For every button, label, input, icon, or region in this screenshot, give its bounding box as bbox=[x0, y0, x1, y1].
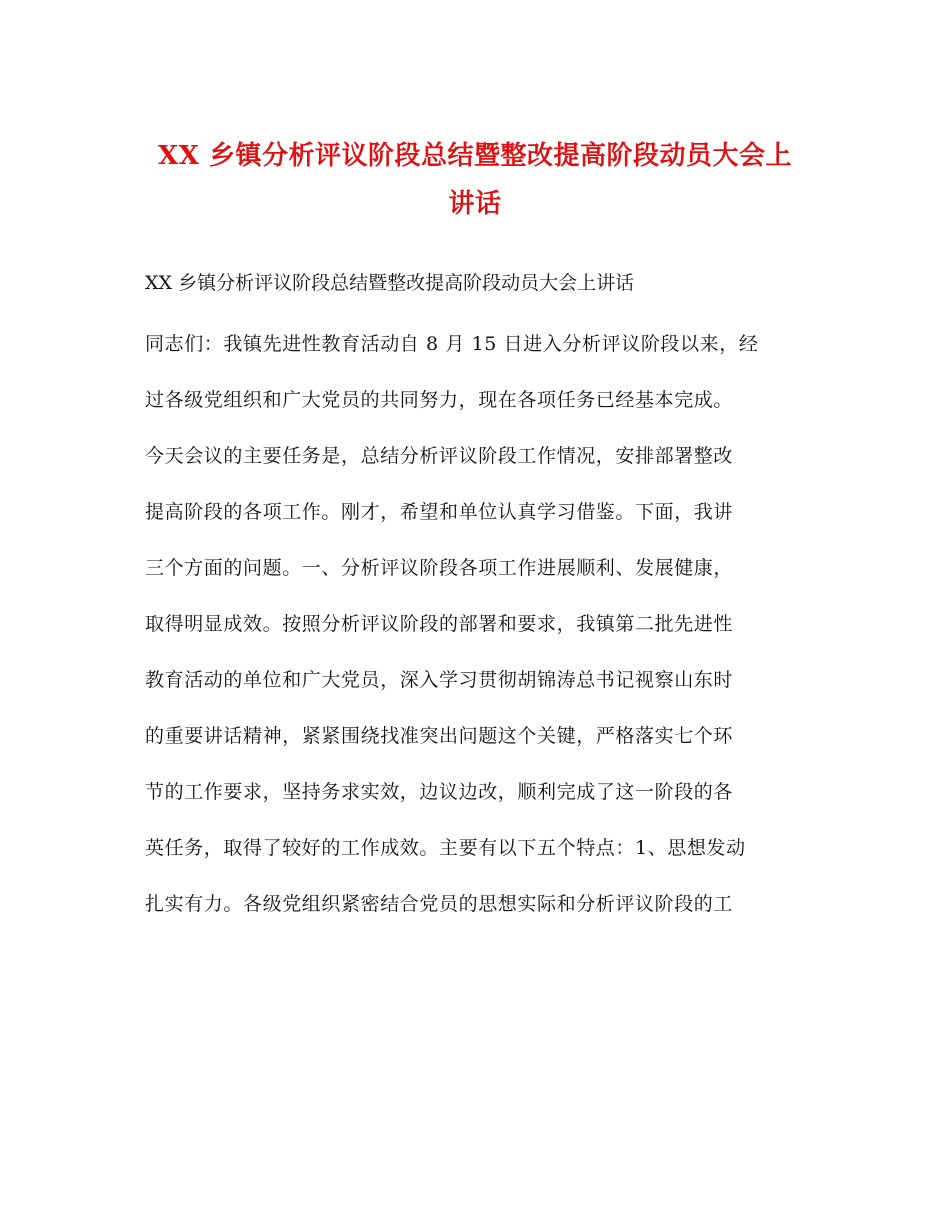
document-subtitle: XX 乡镇分析评议阶段总结暨整改提高阶段动员大会上讲话 bbox=[145, 272, 635, 294]
title-line-2: 讲话 bbox=[448, 189, 502, 219]
document-title bbox=[120, 132, 830, 228]
body-line: 过各级党组织和广大党员的共同努力，现在各项任务已经基本完成。 bbox=[145, 389, 734, 411]
body-line: 三个方面的问题。一、分析评议阶段各项工作进展顺利、发展健康， bbox=[145, 557, 734, 579]
body-line: 节的工作要求，坚持务求实效，边议边改，顺利完成了这一阶段的各 bbox=[145, 781, 734, 803]
title-line-1: XX 乡镇分析评议阶段总结暨整改提高阶段动员大会上 bbox=[158, 141, 792, 171]
body-line: 英任务，取得了较好的工作成效。主要有以下五个特点：1、思想发动 bbox=[145, 837, 746, 859]
body-line: 的重要讲话精神，紧紧围绕找准突出问题这个关键，严格落实七个环 bbox=[145, 725, 734, 747]
body-line: 同志们：我镇先进性教育活动自 8 月 15 日进入分析评议阶段以来，经 bbox=[145, 333, 759, 355]
body-line: 扎实有力。各级党组织紧密结合党员的思想实际和分析评议阶段的工 bbox=[145, 893, 734, 915]
body-line: 取得明显成效。按照分析评议阶段的部署和要求，我镇第二批先进性 bbox=[145, 613, 734, 635]
body-line: 今天会议的主要任务是，总结分析评议阶段工作情况，安排部署整改 bbox=[145, 445, 734, 467]
document-body bbox=[145, 326, 815, 942]
body-line: 教育活动的单位和广大党员，深入学习贯彻胡锦涛总书记视察山东时 bbox=[145, 669, 734, 691]
body-line: 提高阶段的各项工作。刚才，希望和单位认真学习借鉴。下面，我讲 bbox=[145, 501, 734, 523]
